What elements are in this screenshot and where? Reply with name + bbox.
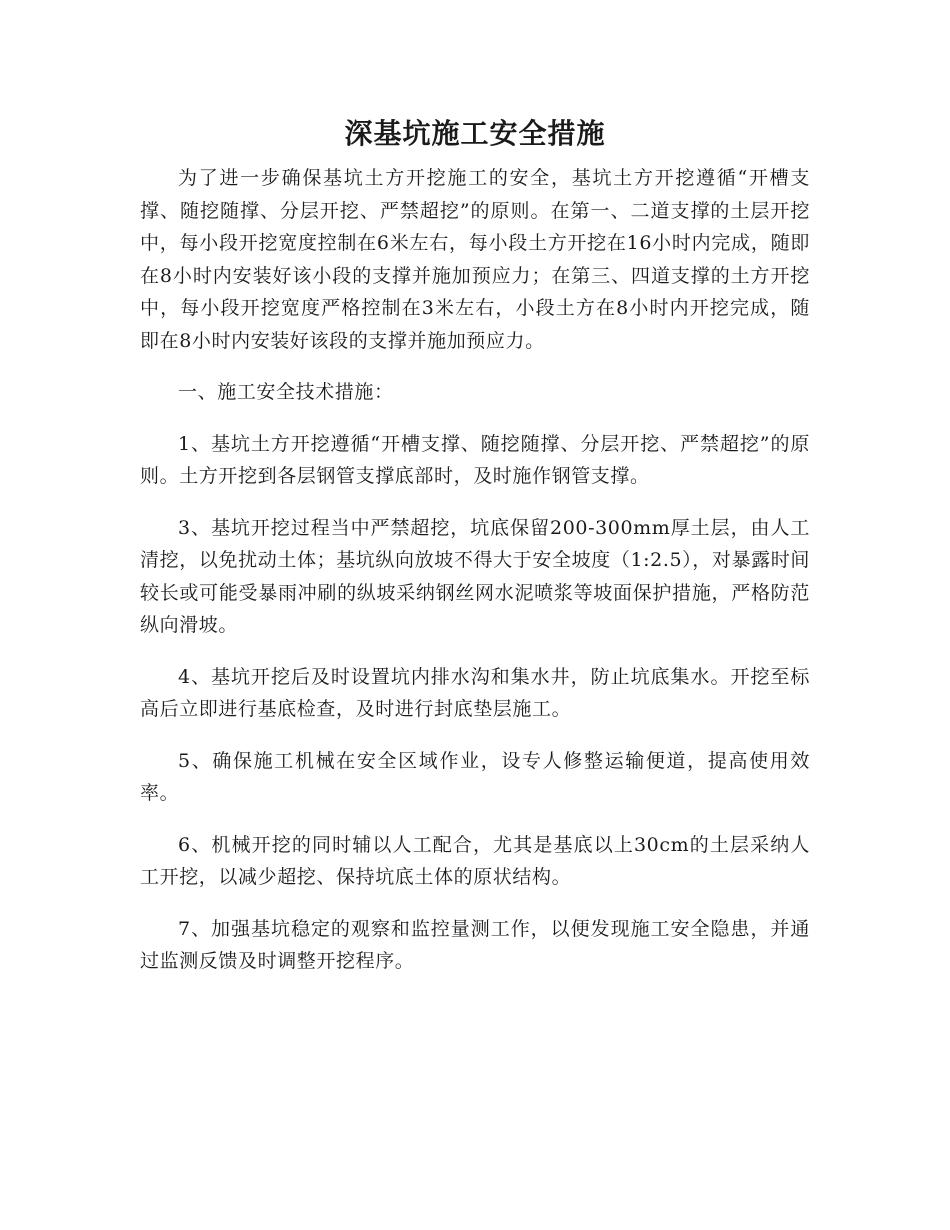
measure-item-4: 4、基坑开挖后及时设置坑内排水沟和集水井，防止坑底集水。开挖至标高后立即进行基底检查，及时进行封底垫层施工。 [140,665,810,720]
document-title: 深基坑施工安全措施 [344,117,606,150]
intro-paragraph: 为了进一步确保基坑土方开挖施工的安全，基坑土方开挖遵循“开槽支撑、随挖随撑、分层开挖、严禁超挖”的原则。在第一、二道支撑的土层开挖中，每小段开挖宽度控制在6米左右，每小段土方开挖在16小时内完成，随即在8小时内安装好该小段的支撑并施加预应力；在第三、四道支撑的土方开挖中，每小段开挖宽度严格控制在3米左右，小段土方在8小时内开挖完成，随即在8小时内安装好该段的支撑并施加预应力。 [140,167,810,352]
measure-item-3: 3、基坑开挖过程当中严禁超挖，坑底保留200-300mm厚土层，由人工清挖，以免扰动土体；基坑纵向放坡不得大于安全坡度（1:2.5），对暴露时间较长或可能受暴雨冲刷的纵坡采纳钢丝网水泥喷浆等坡面保护措施，严格防范纵向滑坡。 [140,516,810,636]
measure-item-7: 7、加强基坑稳定的观察和监控量测工作，以便发现施工安全隐患，并通过监测反馈及时调整开挖程序。 [140,917,810,972]
measure-item-5: 5、确保施工机械在安全区域作业，设专人修整运输便道，提高使用效率。 [140,749,810,804]
section-heading-safety-measures: 一、施工安全技术措施： [178,381,394,403]
document-page [140,108,810,997]
measure-item-6: 6、机械开挖的同时辅以人工配合，尤其是基底以上30cm的土层采纳人工开挖，以减少超挖、保持坑底土体的原状结构。 [140,833,810,888]
measure-item-1: 1、基坑土方开挖遵循“开槽支撑、随挖随撑、分层开挖、严禁超挖”的原则。土方开挖到各层钢管支撑底部时，及时施作钢管支撑。 [140,432,810,487]
